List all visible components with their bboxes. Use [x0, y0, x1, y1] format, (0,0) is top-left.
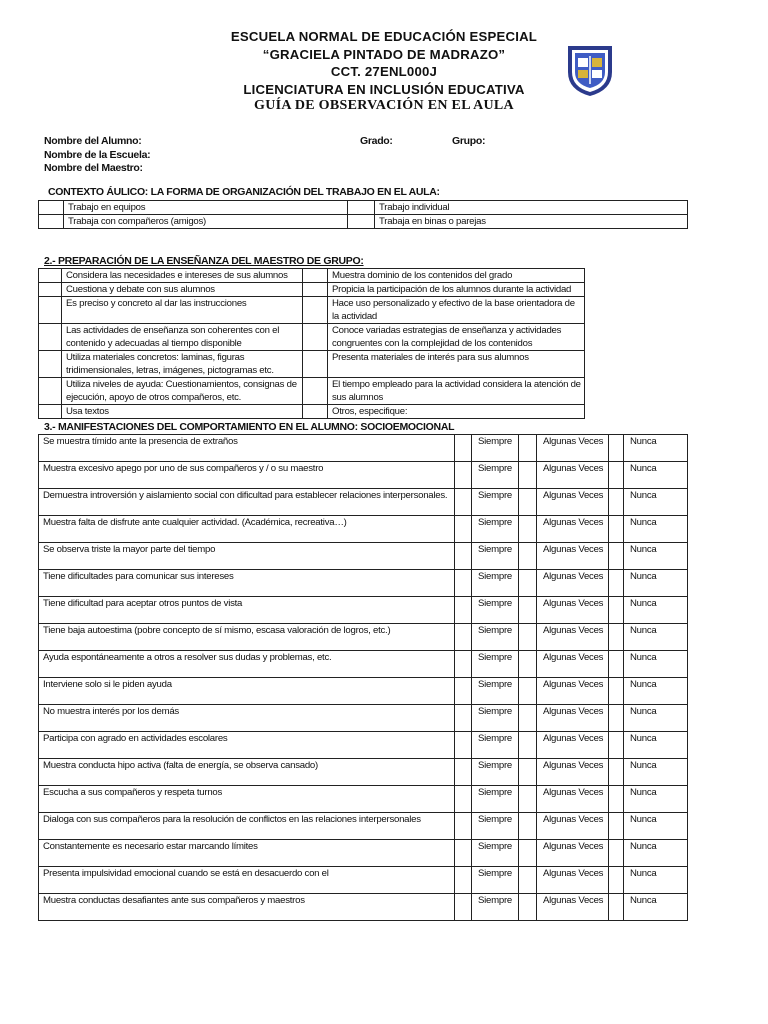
criterion-label: Cuestiona y debate con sus alumnos: [62, 283, 303, 297]
checkbox-cell[interactable]: [519, 840, 537, 867]
option-algunas-veces: Algunas Veces: [537, 597, 609, 624]
table-row: [39, 678, 688, 705]
option-siempre: Siempre: [472, 732, 519, 759]
checkbox-cell[interactable]: [39, 324, 62, 351]
option-siempre: Siempre: [472, 435, 519, 462]
socioemotional-behavior-table: [38, 434, 688, 921]
checkbox-cell[interactable]: [609, 786, 624, 813]
checkbox-cell[interactable]: [455, 651, 472, 678]
section1-title: CONTEXTO ÁULICO: LA FORMA DE ORGANIZACIÓN DEL TRABAJO EN EL AULA:: [48, 186, 440, 198]
option-algunas-veces: Algunas Veces: [537, 705, 609, 732]
checkbox-cell[interactable]: [348, 201, 375, 215]
checkbox-cell[interactable]: [39, 269, 62, 283]
table-row: [39, 405, 585, 419]
option-nunca: Nunca: [624, 570, 688, 597]
checkbox-cell[interactable]: [519, 570, 537, 597]
checkbox-cell[interactable]: [519, 705, 537, 732]
option-nunca: Nunca: [624, 651, 688, 678]
checkbox-cell[interactable]: [519, 435, 537, 462]
checkbox-cell[interactable]: [519, 732, 537, 759]
checkbox-cell[interactable]: [455, 462, 472, 489]
table-row: [39, 624, 688, 651]
table-row: [39, 378, 585, 405]
checkbox-cell[interactable]: [455, 678, 472, 705]
table-row: [39, 201, 688, 215]
behavior-label: Tiene baja autoestima (pobre concepto de sí mismo, escasa valoración de logros, etc.): [39, 624, 455, 651]
checkbox-cell[interactable]: [303, 324, 328, 351]
criterion-label: Utiliza materiales concretos: laminas, figuras tridimensionales, letras, imágenes, pictogramas etc.: [62, 351, 303, 378]
checkbox-cell[interactable]: [609, 570, 624, 597]
school-name: ESCUELA NORMAL DE EDUCACIÓN ESPECIAL: [230, 29, 538, 44]
option-label: Trabajo individual: [375, 201, 688, 215]
table-row: [39, 570, 688, 597]
table-row: [39, 516, 688, 543]
checkbox-cell[interactable]: [303, 351, 328, 378]
checkbox-cell[interactable]: [39, 297, 62, 324]
behavior-label: Dialoga con sus compañeros para la resolución de conflictos en las relaciones interpersonales: [39, 813, 455, 840]
checkbox-cell[interactable]: [609, 678, 624, 705]
checkbox-cell[interactable]: [519, 489, 537, 516]
behavior-label: Tiene dificultad para aceptar otros puntos de vista: [39, 597, 455, 624]
option-siempre: Siempre: [472, 489, 519, 516]
option-nunca: Nunca: [624, 435, 688, 462]
table-row: [39, 269, 585, 283]
table-row: [39, 489, 688, 516]
table-row: [39, 651, 688, 678]
checkbox-cell[interactable]: [609, 651, 624, 678]
checkbox-cell[interactable]: [519, 678, 537, 705]
option-algunas-veces: Algunas Veces: [537, 867, 609, 894]
checkbox-cell[interactable]: [609, 435, 624, 462]
criterion-label: Hace uso personalizado y efectivo de la base orientadora de la actividad: [328, 297, 585, 324]
checkbox-cell[interactable]: [455, 597, 472, 624]
option-siempre: Siempre: [472, 894, 519, 921]
option-siempre: Siempre: [472, 570, 519, 597]
table-row: [39, 351, 585, 378]
behavior-label: Muestra conductas desafiantes ante sus compañeros y maestros: [39, 894, 455, 921]
table-row: [39, 786, 688, 813]
option-nunca: Nunca: [624, 867, 688, 894]
criterion-label: Las actividades de enseñanza son coherentes con el contenido y adecuadas al tiempo disponible: [62, 324, 303, 351]
checkbox-cell[interactable]: [39, 405, 62, 419]
identification-fields: [44, 135, 486, 176]
checkbox-cell[interactable]: [455, 867, 472, 894]
checkbox-cell[interactable]: [455, 435, 472, 462]
checkbox-cell[interactable]: [455, 732, 472, 759]
classroom-context-table: [38, 200, 688, 229]
behavior-label: Escucha a sus compañeros y respeta turnos: [39, 786, 455, 813]
table-row: [39, 215, 688, 229]
option-algunas-veces: Algunas Veces: [537, 759, 609, 786]
checkbox-cell[interactable]: [455, 570, 472, 597]
behavior-label: Tiene dificultades para comunicar sus intereses: [39, 570, 455, 597]
checkbox-cell[interactable]: [39, 201, 64, 215]
checkbox-cell[interactable]: [348, 215, 375, 229]
option-siempre: Siempre: [472, 813, 519, 840]
checkbox-cell[interactable]: [455, 705, 472, 732]
checkbox-cell[interactable]: [609, 813, 624, 840]
table-row: [39, 732, 688, 759]
checkbox-cell[interactable]: [609, 543, 624, 570]
checkbox-cell[interactable]: [303, 297, 328, 324]
table-row: [39, 894, 688, 921]
school-name-label: Nombre de la Escuela:: [44, 148, 151, 161]
checkbox-cell[interactable]: [609, 597, 624, 624]
school-crest-logo: [566, 42, 614, 98]
checkbox-cell[interactable]: [609, 894, 624, 921]
checkbox-cell[interactable]: [39, 215, 64, 229]
checkbox-cell[interactable]: [455, 894, 472, 921]
option-siempre: Siempre: [472, 516, 519, 543]
option-label: Trabajo en equipos: [64, 201, 348, 215]
checkbox-cell[interactable]: [455, 759, 472, 786]
option-nunca: Nunca: [624, 732, 688, 759]
option-algunas-veces: Algunas Veces: [537, 678, 609, 705]
option-nunca: Nunca: [624, 597, 688, 624]
checkbox-cell[interactable]: [455, 624, 472, 651]
checkbox-cell[interactable]: [609, 489, 624, 516]
criterion-label: Muestra dominio de los contenidos del grado: [328, 269, 585, 283]
checkbox-cell[interactable]: [303, 378, 328, 405]
checkbox-cell[interactable]: [519, 786, 537, 813]
checkbox-cell[interactable]: [609, 462, 624, 489]
option-nunca: Nunca: [624, 813, 688, 840]
checkbox-cell[interactable]: [519, 813, 537, 840]
school-cct: CCT. 27ENL000J: [330, 64, 438, 79]
checkbox-cell[interactable]: [519, 624, 537, 651]
table-row: [39, 597, 688, 624]
option-nunca: Nunca: [624, 705, 688, 732]
option-siempre: Siempre: [472, 678, 519, 705]
school-honoree: “GRACIELA PINTADO DE MADRAZO”: [262, 46, 506, 62]
criterion-label: Considera las necesidades e intereses de sus alumnos: [62, 269, 303, 283]
degree-name: LICENCIATURA EN INCLUSIÓN EDUCATIVA: [243, 81, 525, 97]
checkbox-cell[interactable]: [455, 786, 472, 813]
checkbox-cell[interactable]: [455, 516, 472, 543]
option-siempre: Siempre: [472, 867, 519, 894]
checkbox-cell[interactable]: [609, 705, 624, 732]
teacher-preparation-table: [38, 268, 585, 419]
criterion-label: Utiliza niveles de ayuda: Cuestionamientos, consignas de ejecución, apoyo de otros compañeros, etc.: [62, 378, 303, 405]
table-row: [39, 840, 688, 867]
checkbox-cell[interactable]: [303, 283, 328, 297]
option-algunas-veces: Algunas Veces: [537, 543, 609, 570]
option-nunca: Nunca: [624, 678, 688, 705]
option-algunas-veces: Algunas Veces: [537, 516, 609, 543]
checkbox-cell[interactable]: [609, 759, 624, 786]
option-siempre: Siempre: [472, 651, 519, 678]
option-algunas-veces: Algunas Veces: [537, 651, 609, 678]
section3-title: 3.- MANIFESTACIONES DEL COMPORTAMIENTO EN EL ALUMNO: SOCIOEMOCIONAL: [44, 421, 455, 433]
checkbox-cell[interactable]: [519, 894, 537, 921]
checkbox-cell[interactable]: [609, 732, 624, 759]
table-row: [39, 759, 688, 786]
behavior-label: Muestra falta de disfrute ante cualquier actividad. (Académica, recreativa…): [39, 516, 455, 543]
behavior-label: Interviene solo si le piden ayuda: [39, 678, 455, 705]
document-title: GUÍA DE OBSERVACIÓN EN EL AULA: [254, 98, 514, 113]
option-algunas-veces: Algunas Veces: [537, 462, 609, 489]
document-header: [0, 28, 768, 114]
option-nunca: Nunca: [624, 489, 688, 516]
checkbox-cell[interactable]: [455, 543, 472, 570]
option-nunca: Nunca: [624, 786, 688, 813]
table-row: [39, 543, 688, 570]
checkbox-cell[interactable]: [519, 651, 537, 678]
option-siempre: Siempre: [472, 759, 519, 786]
checkbox-cell[interactable]: [303, 269, 328, 283]
option-algunas-veces: Algunas Veces: [537, 624, 609, 651]
teacher-name-label: Nombre del Maestro:: [44, 162, 143, 174]
option-algunas-veces: Algunas Veces: [537, 894, 609, 921]
checkbox-cell[interactable]: [455, 489, 472, 516]
checkbox-cell[interactable]: [609, 867, 624, 894]
table-row: [39, 435, 688, 462]
checkbox-cell[interactable]: [519, 759, 537, 786]
behavior-label: Se muestra tímido ante la presencia de extraños: [39, 435, 455, 462]
checkbox-cell[interactable]: [609, 624, 624, 651]
criterion-label: Presenta materiales de interés para sus alumnos: [328, 351, 585, 378]
table-row: [39, 324, 585, 351]
option-nunca: Nunca: [624, 543, 688, 570]
checkbox-cell[interactable]: [519, 597, 537, 624]
option-nunca: Nunca: [624, 462, 688, 489]
checkbox-cell[interactable]: [303, 405, 328, 419]
option-siempre: Siempre: [472, 840, 519, 867]
option-algunas-veces: Algunas Veces: [537, 813, 609, 840]
behavior-label: Muestra conducta hipo activa (falta de energía, se observa cansado): [39, 759, 455, 786]
criterion-label: Usa textos: [62, 405, 303, 419]
grade-label: Grado:: [360, 135, 393, 147]
behavior-label: Constantemente es necesario estar marcando límites: [39, 840, 455, 867]
behavior-label: Ayuda espontáneamente a otros a resolver sus dudas y problemas, etc.: [39, 651, 455, 678]
criterion-label: Es preciso y concreto al dar las instrucciones: [62, 297, 303, 324]
criterion-label: Otros, especifique:: [328, 405, 585, 419]
checkbox-cell[interactable]: [609, 840, 624, 867]
option-algunas-veces: Algunas Veces: [537, 489, 609, 516]
checkbox-cell[interactable]: [519, 867, 537, 894]
criterion-label: El tiempo empleado para la actividad considera la atención de sus alumnos: [328, 378, 585, 405]
criterion-label: Conoce variadas estrategias de enseñanza y actividades congruentes con la complejidad de los contenidos: [328, 324, 585, 351]
student-name-label: Nombre del Alumno:: [44, 135, 142, 147]
option-nunca: Nunca: [624, 516, 688, 543]
checkbox-cell[interactable]: [39, 351, 62, 378]
option-algunas-veces: Algunas Veces: [537, 786, 609, 813]
option-algunas-veces: Algunas Veces: [537, 732, 609, 759]
table-row: [39, 705, 688, 732]
checkbox-cell[interactable]: [455, 840, 472, 867]
behavior-label: Muestra excesivo apego por uno de sus compañeros y / o su maestro: [39, 462, 455, 489]
behavior-label: Demuestra introversión y aislamiento social con dificultad para establecer relaciones interpersonales.: [39, 489, 455, 516]
option-siempre: Siempre: [472, 543, 519, 570]
table-row: [39, 813, 688, 840]
section2-title: 2.- PREPARACIÓN DE LA ENSEÑANZA DEL MAESTRO DE GRUPO:: [44, 255, 364, 267]
option-siempre: Siempre: [472, 597, 519, 624]
behavior-label: No muestra interés por los demás: [39, 705, 455, 732]
option-nunca: Nunca: [624, 624, 688, 651]
checkbox-cell[interactable]: [39, 378, 62, 405]
checkbox-cell[interactable]: [609, 516, 624, 543]
checkbox-cell[interactable]: [455, 813, 472, 840]
table-row: [39, 462, 688, 489]
checkbox-cell[interactable]: [519, 462, 537, 489]
option-siempre: Siempre: [472, 462, 519, 489]
criterion-label: Propicia la participación de los alumnos durante la actividad: [328, 283, 585, 297]
checkbox-cell[interactable]: [519, 516, 537, 543]
table-row: [39, 297, 585, 324]
option-siempre: Siempre: [472, 786, 519, 813]
option-siempre: Siempre: [472, 705, 519, 732]
behavior-label: Participa con agrado en actividades escolares: [39, 732, 455, 759]
option-nunca: Nunca: [624, 840, 688, 867]
option-nunca: Nunca: [624, 894, 688, 921]
table-row: [39, 867, 688, 894]
option-nunca: Nunca: [624, 759, 688, 786]
checkbox-cell[interactable]: [519, 543, 537, 570]
option-algunas-veces: Algunas Veces: [537, 570, 609, 597]
behavior-label: Se observa triste la mayor parte del tiempo: [39, 543, 455, 570]
option-label: Trabaja en binas o parejas: [375, 215, 688, 229]
behavior-label: Presenta impulsividad emocional cuando se está en desacuerdo con el: [39, 867, 455, 894]
option-algunas-veces: Algunas Veces: [537, 840, 609, 867]
checkbox-cell[interactable]: [39, 283, 62, 297]
option-algunas-veces: Algunas Veces: [537, 435, 609, 462]
option-label: Trabaja con compañeros (amigos): [64, 215, 348, 229]
group-label: Grupo:: [452, 135, 486, 147]
option-siempre: Siempre: [472, 624, 519, 651]
table-row: [39, 283, 585, 297]
